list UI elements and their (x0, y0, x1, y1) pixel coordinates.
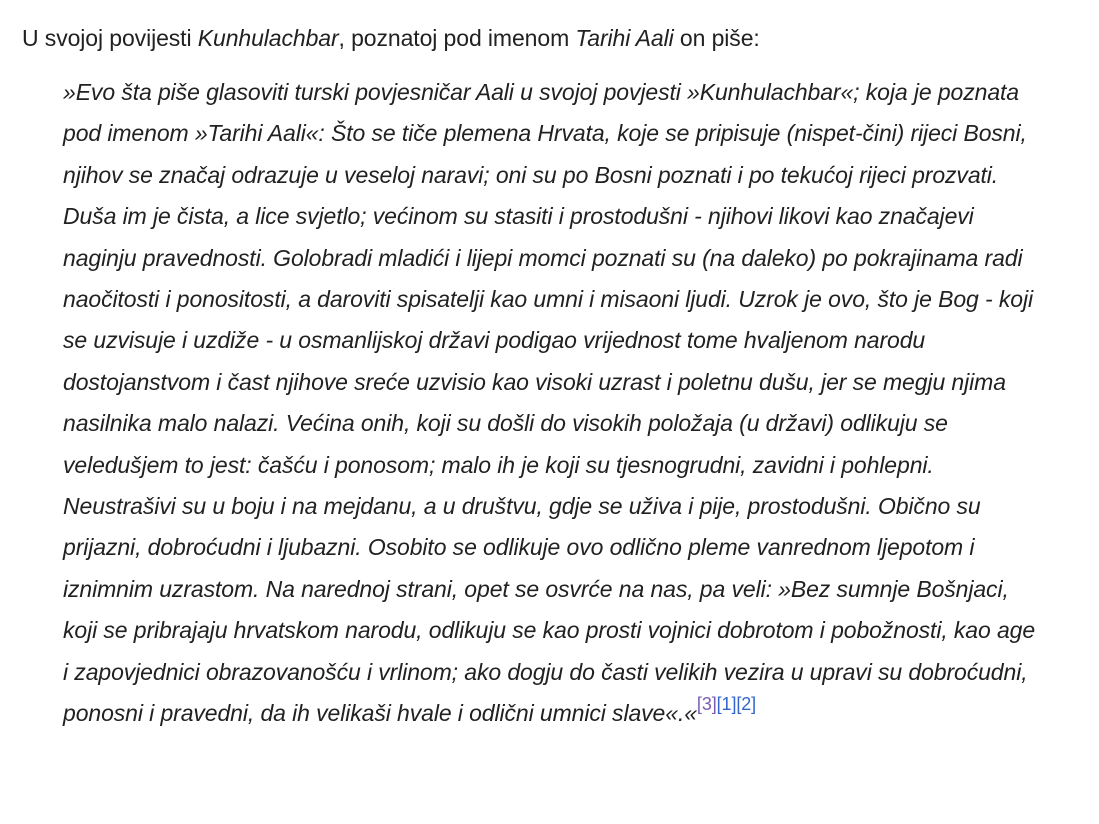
work-title-kunhulachbar: Kunhulachbar (197, 25, 339, 51)
citation-group (697, 694, 756, 714)
intro-paragraph (22, 22, 1071, 54)
intro-middle: , poznatoj pod imenom (338, 25, 576, 51)
quote-block (63, 72, 1041, 735)
reference-link-3[interactable]: [3] (696, 694, 717, 715)
reference-link-1[interactable]: [1] (716, 694, 737, 715)
work-title-tarihi-aali: Tarihi Aali (575, 25, 674, 51)
quote-text: »Evo šta piše glasoviti turski povjesničar Aali u svojoj povjesti »Kunhulachbar«; koja je poznata pod imenom »Tarihi Aali«: Što se tiče plemena Hrvata, koje se pripisuje (nispet-čini) rijeci Bosni, njihov se značaj odrazuje u veseloj naravi; oni su po Bosni poznati i po tekućoj rijeci prozvati. Duša im je čista, a lice svjetlo; većinom su stasiti i prostodušni - njihovi likovi kao značajevi naginju pravednosti. Golobradi mladići i lijepi momci poznati su (na daleko) po pokrajinama radi naočitosti i ponositosti, a daroviti spisatelji kao umni i misaoni ljudi. Uzrok je ovo, što je Bog - koji se uzvisuje i uzdiže - u osmanlijskoj državi podigao vrijednost tome hvaljenom narodu dostojanstvom i čast njihove sreće uzvisio kao visoki uzrast i poletnu dušu, jer se megju njima nasilnika malo nalazi. Većina onih, koji su došli do visokih položaja (u državi) odlikuju se veledušjem to jest: čašću i ponosom; malo ih je koji su tjesnogrudni, zavidni i pohlepni. Neustrašivi su u boju i na mejdanu, a u društvu, gdje se uživa i pije, prostodušni. Obično su prijazni, dobroćudni i ljubazni. Osobito se odlikuje ovo odlično pleme vanrednom ljepotom i iznimnim uzrastom. Na narednoj strani, opet se osvrće na nas, pa veli: »Bez sumnje Bošnjaci, koji se pribrajaju hrvatskom narodu, odlikuju se kao prosti vojnici dobrotom i pobožnosti, kao age i zapovjednici obrazovanošću i vrlinom; ako dogju do časti velikih vezira u upravi su dobroćudni, ponosni i pravedni, da ih velikaši hvale i odlični umnici slave«.« (63, 79, 1036, 727)
reference-link-2[interactable]: [2] (736, 694, 757, 715)
intro-suffix: on piše: (673, 25, 760, 51)
intro-prefix: U svojoj povijesti (22, 25, 198, 51)
